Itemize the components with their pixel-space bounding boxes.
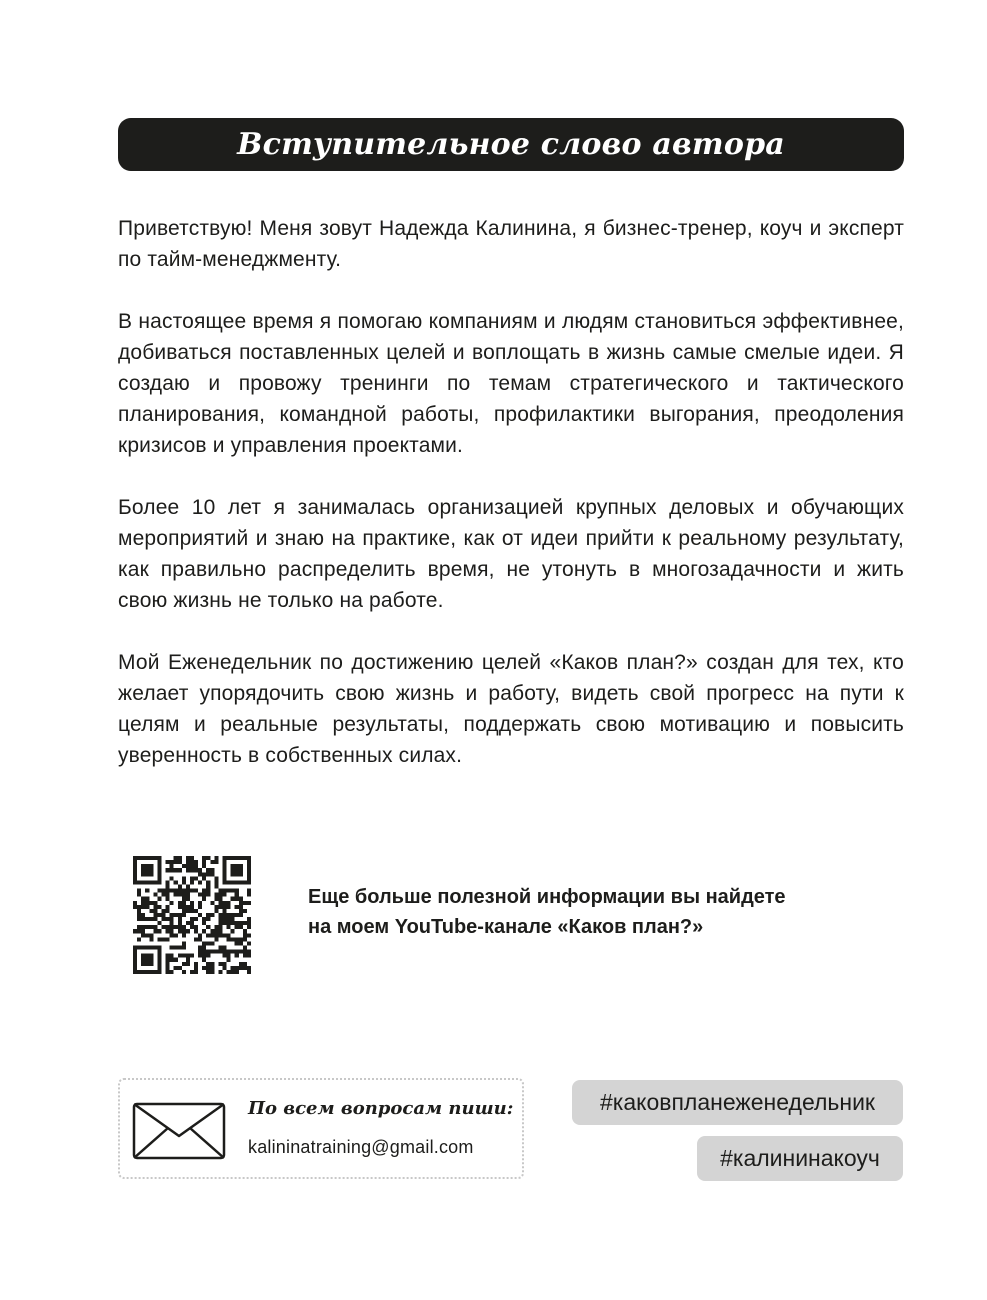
hashtag-planner[interactable]: #каковпланеженедельник: [572, 1080, 903, 1125]
youtube-note-line-1: Еще больше полезной информации вы найдете: [308, 886, 786, 908]
paragraph-greeting: Приветствую! Меня зовут Надежда Калинина, я бизнес-тренер, коуч и эксперт по тайм-менеджменту.: [118, 217, 904, 271]
hashtag-coach[interactable]: #калининакоуч: [697, 1136, 903, 1181]
paragraph-current-work: В настоящее время я помогаю компаниям и людям становиться эффективнее, добиваться поставленных целей и воплощать в жизнь самые смелые идеи. Я создаю и провожу тренинги по темам стратегического и тактического планирования, командной работы, профилактики выгорания, преодоления кризисов и управления проектами.: [118, 310, 904, 457]
title-banner: [118, 118, 904, 171]
contact-email[interactable]: kalininatraining@gmail.com: [248, 1137, 474, 1157]
contact-box: [118, 1078, 524, 1179]
paragraph-planner: Мой Еженедельник по достижению целей «Каков план?» создан для тех, кто желает упорядочить свою жизнь и работу, видеть свой прогресс на пути к целям и реальные результаты, поддержать свою мотивацию и повысить уверенность в собственных силах.: [118, 651, 904, 767]
youtube-note-line-2: на моем YouTube-канале «Каков план?»: [308, 916, 704, 938]
paragraph-experience: Более 10 лет я занималась организацией крупных деловых и обучающих мероприятий и знаю на практике, как от идеи прийти к реальному результату, как правильно распределить время, не утонуть в многозадачности и жить свою жизнь не только на работе.: [118, 496, 904, 612]
youtube-note: [308, 882, 868, 942]
contact-label: По всем вопросам пиши:: [248, 1098, 514, 1119]
page-title: Вступительное слово автора: [237, 127, 785, 162]
intro-text: [118, 213, 904, 802]
qr-code[interactable]: [133, 856, 251, 974]
envelope-icon: [132, 1102, 226, 1160]
